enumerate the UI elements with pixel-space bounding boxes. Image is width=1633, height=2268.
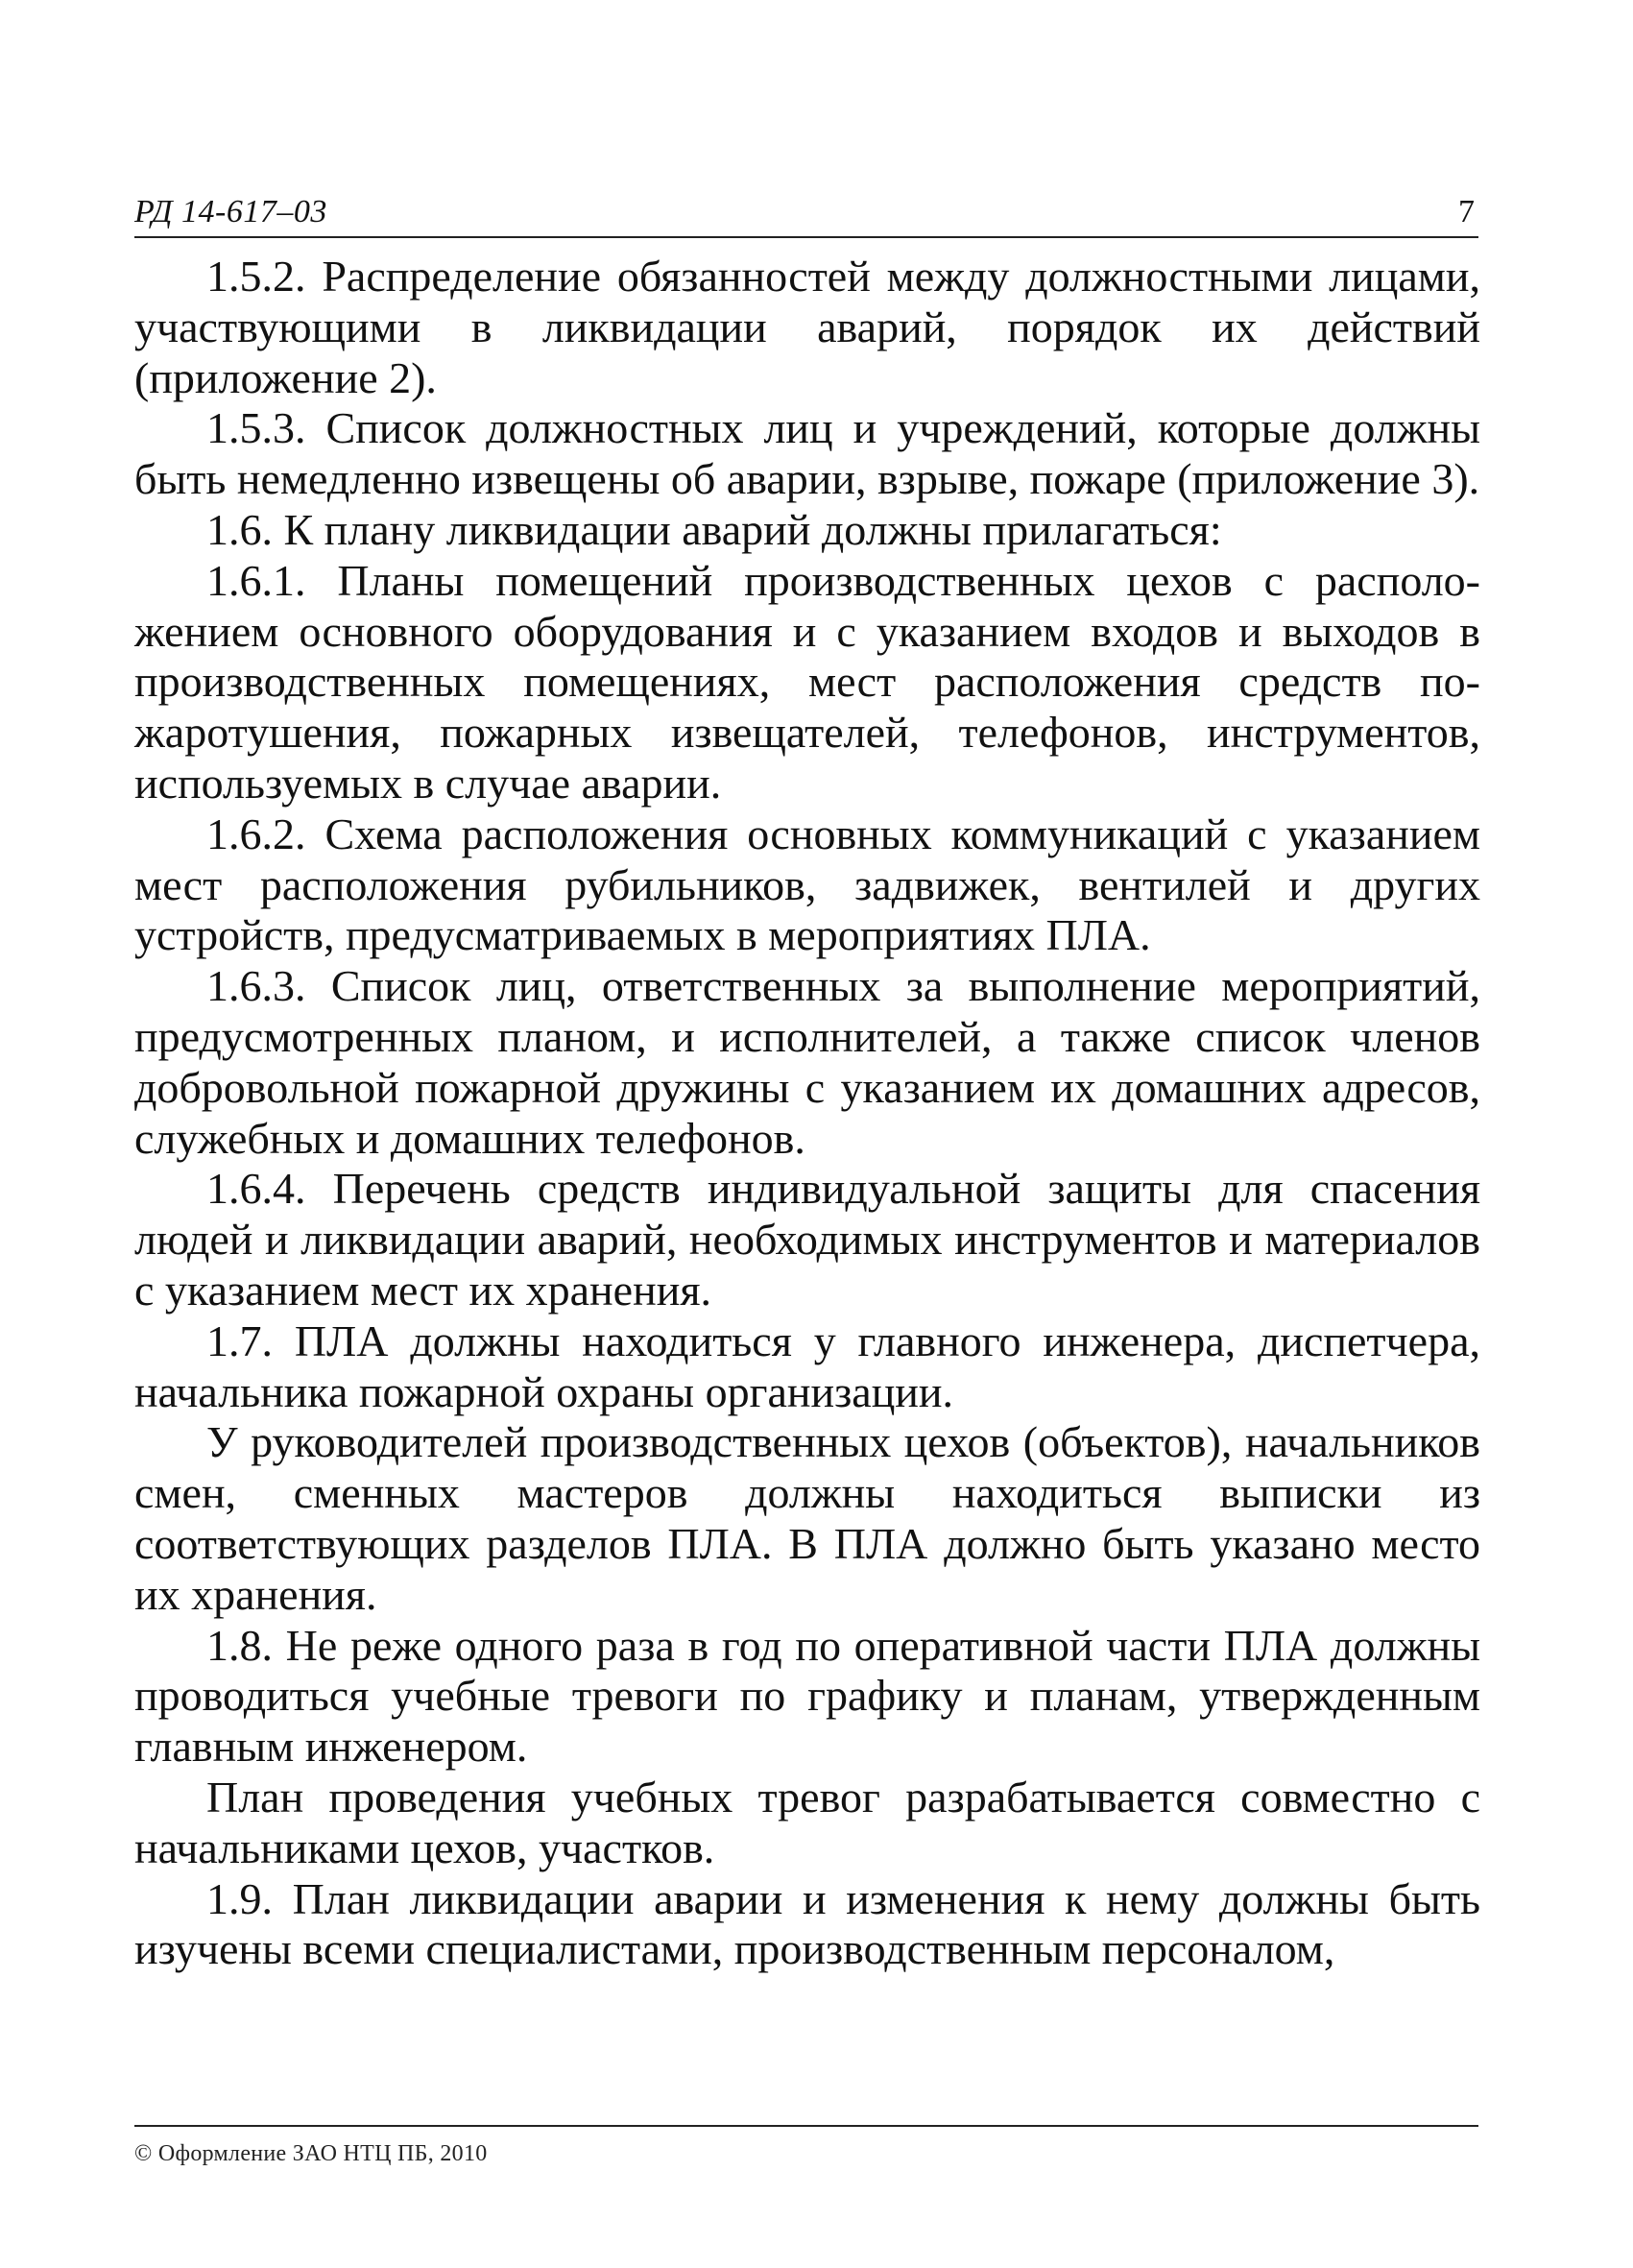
paragraph-1-6-2: 1.6.2. Схема расположения основных коммуникаций с указанием мест расположения рубильников, задвижек, вентилей и других устройств, предусматриваемых в мероприятиях ПЛА. xyxy=(134,808,1480,960)
paragraph-1-6-3: 1.6.3. Список лиц, ответственных за выполнение мероприятий, предусмотренных планом, и исполнителей, а также список членов добровольной пожарной дружины с указанием их домашних адресов, служебных и домашних телефонов. xyxy=(134,961,1480,1163)
paragraph-1-6: 1.6. К плану ликвидации аварий должны прилагаться: xyxy=(206,504,1222,554)
page-body xyxy=(134,252,1480,1975)
paragraph-1-7-extracts: У руководителей производственных цехов (объектов), начальников смен, сменных мастеров должны находиться выписки из соответствующих разделов ПЛА. В ПЛА должно быть указано место их хранения. xyxy=(134,1417,1480,1619)
paragraph-1-9: 1.9. План ликвидации аварии и изменения к нему должны быть изучены всеми специалистами, производственным персоналом, xyxy=(134,1873,1480,1974)
footer-copyright: © Оформление ЗАО НТЦ ПБ, 2010 xyxy=(134,2141,488,2166)
paragraph-1-7: 1.7. ПЛА должны находиться у главного инженера, диспетчера, начальника пожарной охраны организации. xyxy=(134,1315,1480,1416)
paragraph-1-8: 1.8. Не реже одного раза в год по оперативной части ПЛА должны проводиться учебные тревоги по графику и планам, утвержденным главным инженером. xyxy=(134,1620,1480,1772)
paragraph-1-5-2: 1.5.2. Распределение обязанностей между должностными лицами, участвующими в ликвидации аварий, порядок их действий (приложение 2). xyxy=(134,252,1480,402)
paragraph-1-5-3: 1.5.3. Список должностных лиц и учреждений, которые должны быть немедленно извещены об аварии, взрыве, пожаре (приложение 3). xyxy=(134,403,1480,504)
paragraph-1-8-plan: План проведения учебных тревог разрабатывается совместно с начальниками цехов, участков. xyxy=(134,1772,1480,1872)
paragraph-1-6-1: 1.6.1. Планы помещений производственных цехов с расположением основного оборудования и с указанием входов и выходов в производственных помещениях, мест расположения средств пожаротушения, пожарных извещателей, телефонов, инструментов, используемых в случае аварии. xyxy=(134,555,1480,808)
paragraph-1-6-4: 1.6.4. Перечень средств индивидуальной защиты для спасения людей и ликвидации аварий, необходимых инструментов и материалов с указанием мест их хранения. xyxy=(134,1164,1480,1315)
page-number: 7 xyxy=(1458,194,1475,229)
page-header xyxy=(134,188,1478,238)
footer-divider xyxy=(134,2125,1478,2127)
document-id: РД 14-617–03 xyxy=(134,194,327,229)
